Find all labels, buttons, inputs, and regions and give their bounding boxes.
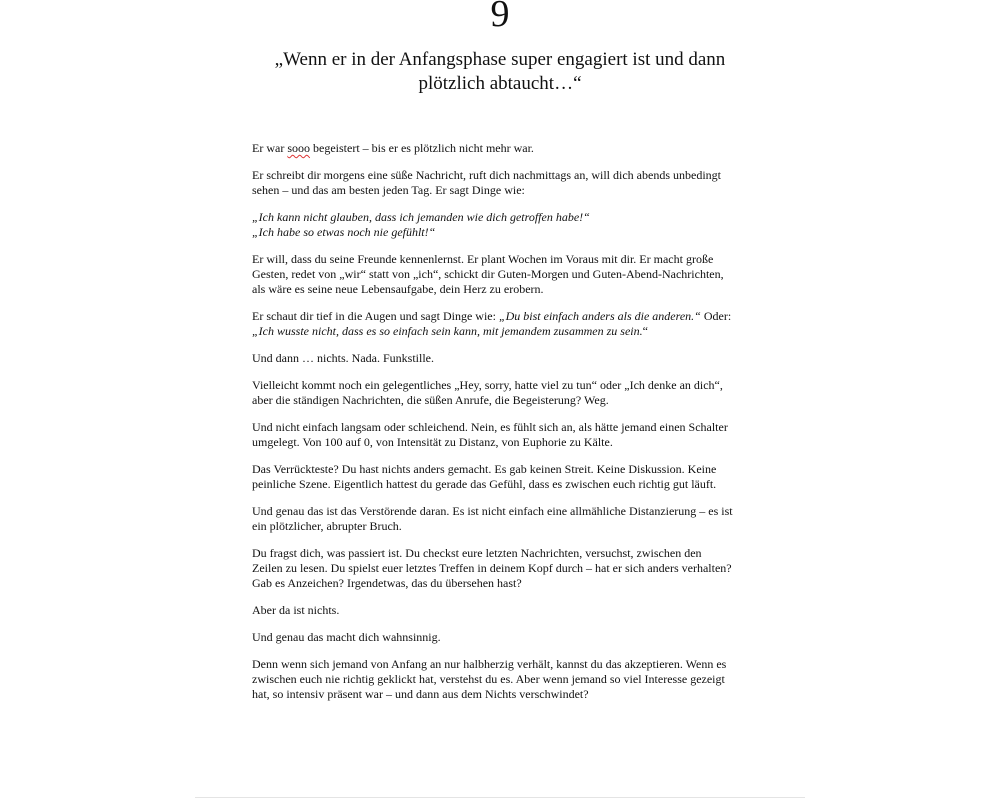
chapter-title-line-2: plötzlich abtaucht…“ — [418, 73, 582, 94]
paragraph-2 — [252, 168, 752, 198]
paragraph-13: Und genau das macht dich wahnsinnig. — [252, 630, 441, 644]
paragraph-line: zwischen euch nie richtig geklickt hat, verstehst du es. Aber wenn jemand so viel Interesse gezeigt — [252, 672, 725, 686]
paragraph-line: Du fragst dich, was passiert ist. Du checkst eure letzten Nachrichten, versuchst, zwischen den — [252, 546, 702, 560]
chapter-title-line-1: „Wenn er in der Anfangsphase super engagiert ist und dann — [274, 49, 726, 70]
paragraph-7 — [252, 378, 752, 408]
chapter-title — [250, 48, 750, 96]
paragraph-line: Denn wenn sich jemand von Anfang an nur halbherzig verhält, kannst du das akzeptieren. Wenn es — [252, 657, 727, 671]
paragraph-line: sehen – und das am besten jeden Tag. Er sagt Dinge wie: — [252, 183, 525, 197]
paragraph-line: aber die ständigen Nachrichten, die süßen Anrufe, die Begeisterung? Weg. — [252, 393, 609, 407]
paragraph-14 — [252, 657, 752, 702]
paragraph-5 — [252, 309, 752, 339]
paragraph-line: Und genau das ist das Verstörende daran. Es ist nicht einfach eine allmähliche Distanzierung – es ist — [252, 504, 733, 518]
paragraph-line: umgelegt. Von 100 auf 0, von Intensität zu Distanz, von Euphorie zu Kälte. — [252, 435, 613, 449]
paragraph-line: als wäre es seine neue Lebensaufgabe, dein Herz zu erobern. — [252, 282, 544, 296]
paragraph-line: Gab es Anzeichen? Irgendetwas, das du übersehen hast? — [252, 576, 522, 590]
paragraph-1 — [252, 141, 752, 156]
paragraph-line: hat, so intensiv präsent war – und dann aus dem Nichts verschwindet? — [252, 687, 589, 701]
paragraph-text: “ — [642, 324, 648, 338]
paragraph-9 — [252, 462, 752, 492]
paragraph-line: peinliche Szene. Eigentlich hattest du gerade das Gefühl, dass es zwischen euch richtig gut läuft. — [252, 477, 717, 491]
body-text — [252, 141, 752, 714]
paragraph-4 — [252, 252, 752, 297]
paragraph-line: Das Verrückteste? Du hast nichts anders gemacht. Es gab keinen Streit. Keine Diskussion. Keine — [252, 462, 717, 476]
paragraph-text: begeistert – bis er es plötzlich nicht mehr war. — [310, 141, 534, 155]
paragraph-10 — [252, 504, 752, 534]
paragraph-3-quotes — [252, 210, 752, 240]
paragraph-line: Vielleicht kommt noch ein gelegentliches „Hey, sorry, hatte viel zu tun“ oder „Ich denke an dich“, — [252, 378, 723, 392]
paragraph-line: Gesten, redet von „wir“ statt von „ich“, schickt dir Guten-Morgen und Guten-Abend-Nachrichten, — [252, 267, 724, 281]
quote-inline: „Du bist einfach anders als die anderen.“ — [498, 309, 701, 323]
quote-line: „Ich kann nicht glauben, dass ich jemanden wie dich getroffen habe!“ — [252, 210, 590, 224]
page-bottom-edge — [195, 797, 805, 798]
paragraph-12: Aber da ist nichts. — [252, 603, 340, 617]
quote-line: „Ich habe so etwas noch nie gefühlt!“ — [252, 225, 436, 239]
paragraph-11 — [252, 546, 752, 591]
paragraph-line: Er will, dass du seine Freunde kennenlernst. Er plant Wochen im Voraus mit dir. Er macht große — [252, 252, 714, 266]
paragraph-8 — [252, 420, 752, 450]
paragraph-line: Und nicht einfach langsam oder schleichend. Nein, es fühlt sich an, als hätte jemand einen Schalter — [252, 420, 728, 434]
misspelled-word[interactable]: sooo — [287, 141, 310, 155]
paragraph-line: ein plötzlicher, abrupter Bruch. — [252, 519, 402, 533]
paragraph-line: Er schreibt dir morgens eine süße Nachricht, ruft dich nachmittags an, will dich abends unbedingt — [252, 168, 721, 182]
paragraph-6: Und dann … nichts. Nada. Funkstille. — [252, 351, 434, 365]
chapter-number: 9 — [490, 0, 510, 35]
paragraph-line: Zeilen zu lesen. Du spielst euer letztes Treffen in deinem Kopf durch – hat er sich anders verhalten? — [252, 561, 732, 575]
quote-inline: „Ich wusste nicht, dass es so einfach sein kann, mit jemandem zusammen zu sein. — [252, 324, 643, 338]
paragraph-text: Oder: — [700, 309, 732, 323]
paragraph-text: Er schaut dir tief in die Augen und sagt Dinge wie: — [252, 309, 499, 323]
paragraph-text: Er war — [252, 141, 288, 155]
